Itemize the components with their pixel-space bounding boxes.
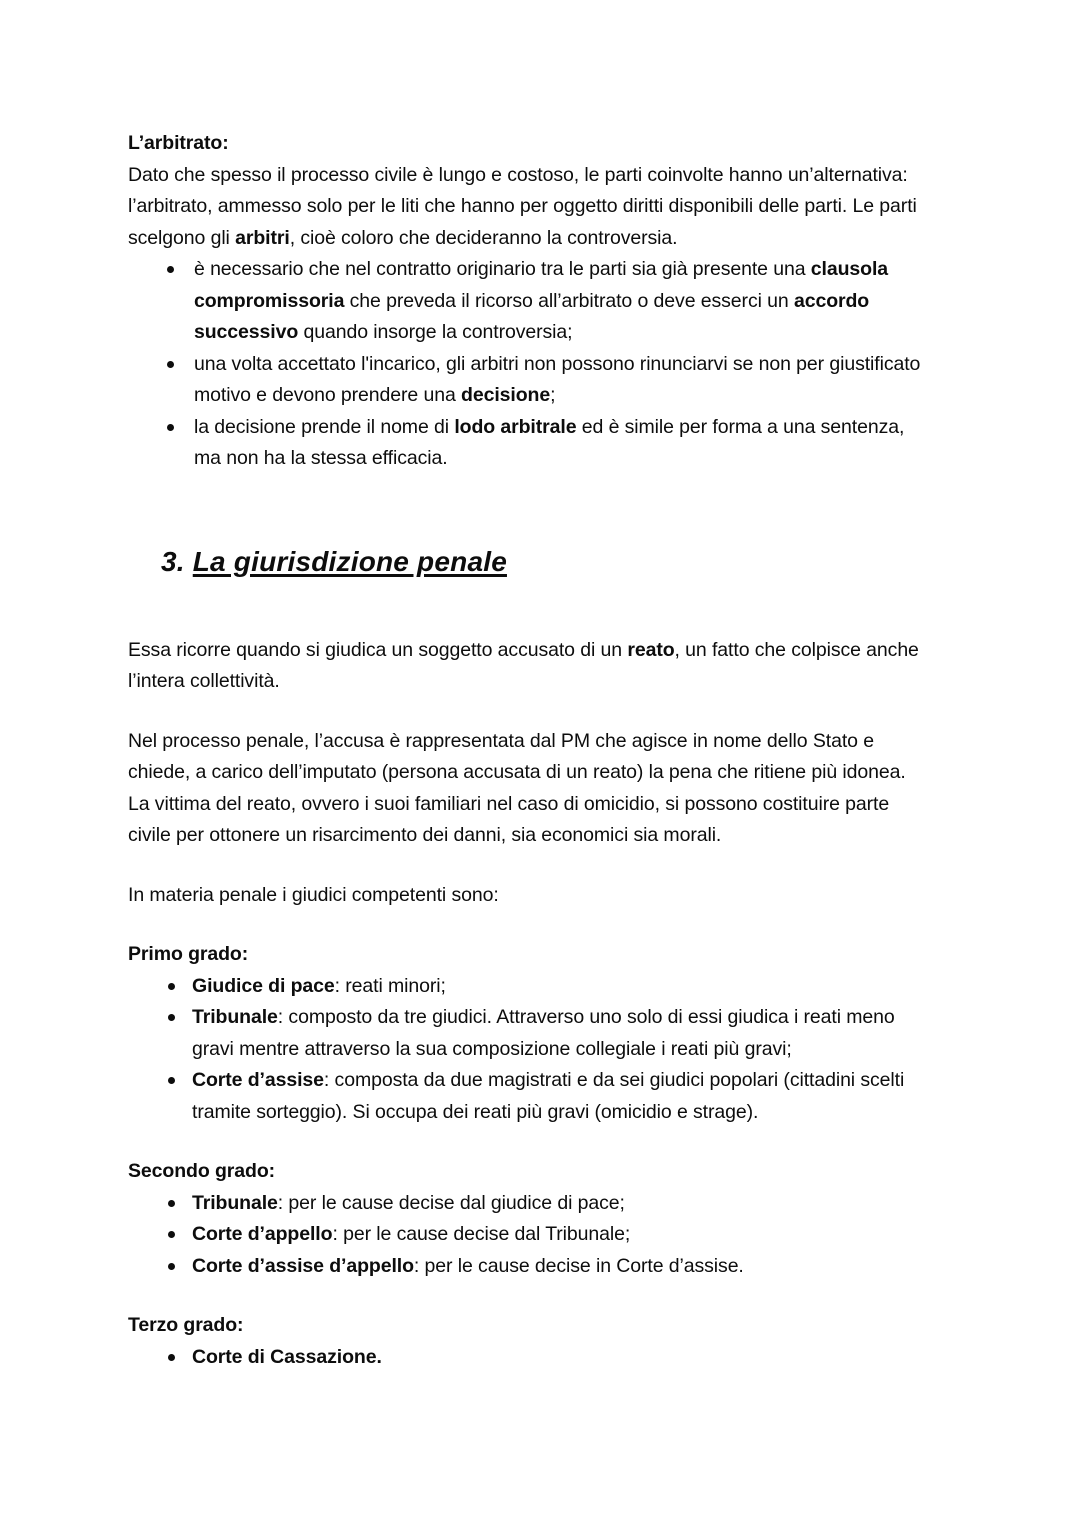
list-item-term: Tribunale <box>192 1006 278 1028</box>
spacer <box>128 475 930 517</box>
arbitrato-intro-text-2: , cioè coloro che decideranno la controversia. <box>289 226 678 249</box>
list-item-rest: : reati minori; <box>334 974 446 997</box>
list-item-rest: : composto da tre giudici. Attraverso uno solo di essi giudica i reati meno gravi mentre attraverso la sua composizione collegiale i reati più gravi; <box>192 1006 895 1060</box>
list-item-term: Corte d’assise <box>192 1069 324 1091</box>
spacer <box>128 911 930 939</box>
section-number: 3. <box>161 545 185 577</box>
arbitrato-bullet-list <box>128 254 930 475</box>
spacer <box>128 517 930 545</box>
bullet-dot-icon <box>168 1231 175 1238</box>
list-item <box>128 1342 930 1374</box>
section-heading <box>128 545 930 579</box>
secondo-grado-label: Secondo grado: <box>128 1160 276 1182</box>
bullet-text-2: ; <box>550 384 556 406</box>
list-item <box>128 1188 930 1220</box>
bullet-text-1: una volta accettato l'incarico, gli arbitri non possono rinunciarvi se non per giustificato motivo e devono prendere una <box>194 352 921 406</box>
spacer <box>128 579 930 621</box>
bullet-dot-icon <box>168 1200 175 1207</box>
bullet-dot-icon <box>168 983 175 990</box>
document-body <box>128 128 930 1373</box>
list-item <box>128 1002 930 1065</box>
list-item-term: Tribunale <box>192 1191 278 1214</box>
section-title: La giurisdizione penale <box>192 545 507 577</box>
spacer <box>128 1282 930 1310</box>
section-heading-space <box>185 546 193 577</box>
primo-grado-list <box>128 971 930 1129</box>
bullet-dot-icon <box>168 1354 175 1361</box>
list-item <box>128 1065 930 1128</box>
list-item-term: Corte d’assise d’appello <box>192 1254 414 1277</box>
bullet-bold-1: decisione <box>461 384 551 406</box>
penale-para1-bold: reato <box>627 638 675 661</box>
list-item-term: Corte di Cassazione. <box>192 1345 382 1368</box>
penale-paragraph-2: Nel processo penale, l’accusa è rappresentata dal PM che agisce in nome dello Stato e chiede, a carico dell’imputato (persona accusata di un reato) la pena che ritiene più idonea. La vittima del reato, ovvero i suoi familiari nel caso di omicidio, si possono costituire parte civile per ottonere un risarcimento dei danni, sia economici sia morali. <box>128 729 906 846</box>
spacer <box>128 1128 930 1156</box>
bullet-bold-2: accordo successivo <box>194 289 870 343</box>
arbitrato-intro-bold: arbitri <box>235 226 290 249</box>
arbitrato-intro-text-1: Dato che spesso il processo civile è lungo e costoso, le parti coinvolte hanno un’alternativa: l’arbitrato, ammesso solo per le liti che hanno per oggetto diritti disponibili delle parti. Le parti scelgono gli <box>128 163 917 249</box>
penale-para1-text-2: , un fatto che colpisce anche l’intera collettività. <box>128 638 919 692</box>
penale-para1-text-1: Essa ricorre quando si giudica un soggetto accusato di un <box>128 638 628 661</box>
list-item <box>128 349 930 412</box>
bullet-text-3: quando insorge la controversia; <box>298 321 573 343</box>
primo-grado-label: Primo grado: <box>128 943 249 965</box>
list-item <box>128 412 930 475</box>
arbitrato-intro-paragraph <box>128 160 930 255</box>
bullet-dot-icon <box>167 266 174 273</box>
bullet-dot-icon <box>167 424 174 431</box>
terzo-grado-list <box>128 1342 930 1374</box>
bullet-text-1: è necessario che nel contratto originario tra le parti sia già presente una <box>194 258 811 280</box>
spacer <box>128 698 930 726</box>
spacer <box>128 852 930 880</box>
bullet-text-1: la decisione prende il nome di <box>194 415 455 438</box>
bullet-dot-icon <box>167 361 174 368</box>
secondo-grado-list <box>128 1188 930 1283</box>
list-item-rest: : composta da due magistrati e da sei giudici popolari (cittadini scelti tramite sorteggio). Si occupa dei reati più gravi (omicidio e strage). <box>192 1069 905 1123</box>
list-item <box>128 1219 930 1251</box>
bullet-bold-1: clausola compromissoria <box>194 258 889 312</box>
terzo-grado-label: Terzo grado: <box>128 1314 244 1336</box>
bullet-bold-1: lodo arbitrale <box>454 415 577 438</box>
list-item-rest: : per le cause decise dal giudice di pace; <box>277 1191 625 1214</box>
bullet-text-2: ed è simile per forma a una sentenza, ma non ha la stessa efficacia. <box>194 415 905 469</box>
bullet-text-2: che preveda il ricorso all’arbitrato o deve esserci un <box>344 289 794 312</box>
list-item-term: Corte d’appello <box>192 1223 333 1245</box>
list-item <box>128 254 930 349</box>
spacer <box>128 621 930 635</box>
bullet-dot-icon <box>168 1014 175 1021</box>
arbitrato-heading: L’arbitrato: <box>128 132 229 154</box>
bullet-dot-icon <box>168 1263 175 1270</box>
bullet-dot-icon <box>168 1077 175 1084</box>
list-item <box>128 971 930 1003</box>
list-item-rest: : per le cause decise in Corte d’assise. <box>413 1254 744 1277</box>
penale-paragraph-3: In materia penale i giudici competenti sono: <box>128 883 499 906</box>
list-item-rest: : per le cause decise dal Tribunale; <box>332 1223 631 1245</box>
list-item <box>128 1251 930 1283</box>
penale-paragraph-1 <box>128 635 930 698</box>
list-item-term: Giudice di pace <box>192 974 335 997</box>
